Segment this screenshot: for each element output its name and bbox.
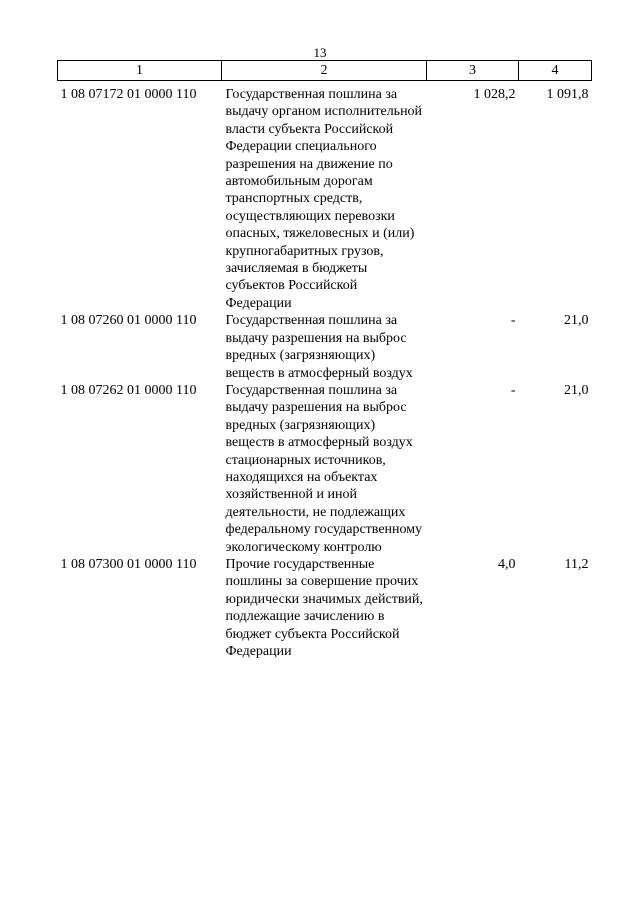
budget-code: 1 08 07260 01 0000 110 bbox=[60, 313, 197, 329]
table-row bbox=[58, 556, 592, 660]
value-col-4: 21,0 bbox=[564, 313, 589, 329]
header-col-3: 3 bbox=[427, 61, 519, 81]
header-col-2: 2 bbox=[222, 61, 427, 81]
value-col-4: 1 091,8 bbox=[546, 87, 589, 102]
revenue-table bbox=[57, 60, 592, 660]
budget-code: 1 08 07262 01 0000 110 bbox=[60, 382, 197, 398]
value-col-4: 21,0 bbox=[564, 382, 589, 398]
budget-code: 1 08 07172 01 0000 110 bbox=[60, 87, 197, 102]
table-row bbox=[58, 382, 592, 556]
table-body bbox=[58, 81, 592, 661]
table-row bbox=[58, 81, 592, 313]
value-col-3: 1 028,2 bbox=[473, 87, 516, 102]
page-number: 13 bbox=[313, 45, 327, 60]
budget-code: 1 08 07300 01 0000 110 bbox=[60, 556, 197, 572]
value-col-3: - bbox=[510, 382, 516, 398]
value-col-4: 11,2 bbox=[564, 556, 589, 572]
revenue-name: Государственная пошлина за выдачу разрешения на выброс вредных (загрязняющих) веществ в атмосферный воздух стационарных источников, находящихся на объектах хозяйственной и иной деятельности, не подлежащих федеральному государственному экологическому контролю bbox=[225, 382, 423, 555]
value-col-3: 4,0 bbox=[498, 556, 516, 572]
table-row bbox=[58, 312, 592, 382]
header-col-1: 1 bbox=[58, 61, 222, 81]
value-col-3: - bbox=[510, 313, 516, 329]
revenue-name: Государственная пошлина за выдачу разрешения на выброс вредных (загрязняющих) веществ в атмосферный воздух bbox=[225, 313, 413, 381]
table-header bbox=[58, 61, 592, 81]
header-row bbox=[58, 61, 592, 81]
revenue-name: Государственная пошлина за выдачу органом исполнительной власти субъекта Российской Федерации специального разрешения на движение по автомобильным дорогам транспортных средств, осуществляющих перевозки опасных, тяжеловесных и (или) крупногабаритных грузов, зачисляемая в бюджеты субъектов Российской Федерации bbox=[225, 87, 423, 311]
revenue-name: Прочие государственные пошлины за совершение прочих юридически значимых действий, подлежащие зачислению в бюджет субъекта Российской Федерации bbox=[225, 556, 423, 659]
header-col-4: 4 bbox=[519, 61, 592, 81]
